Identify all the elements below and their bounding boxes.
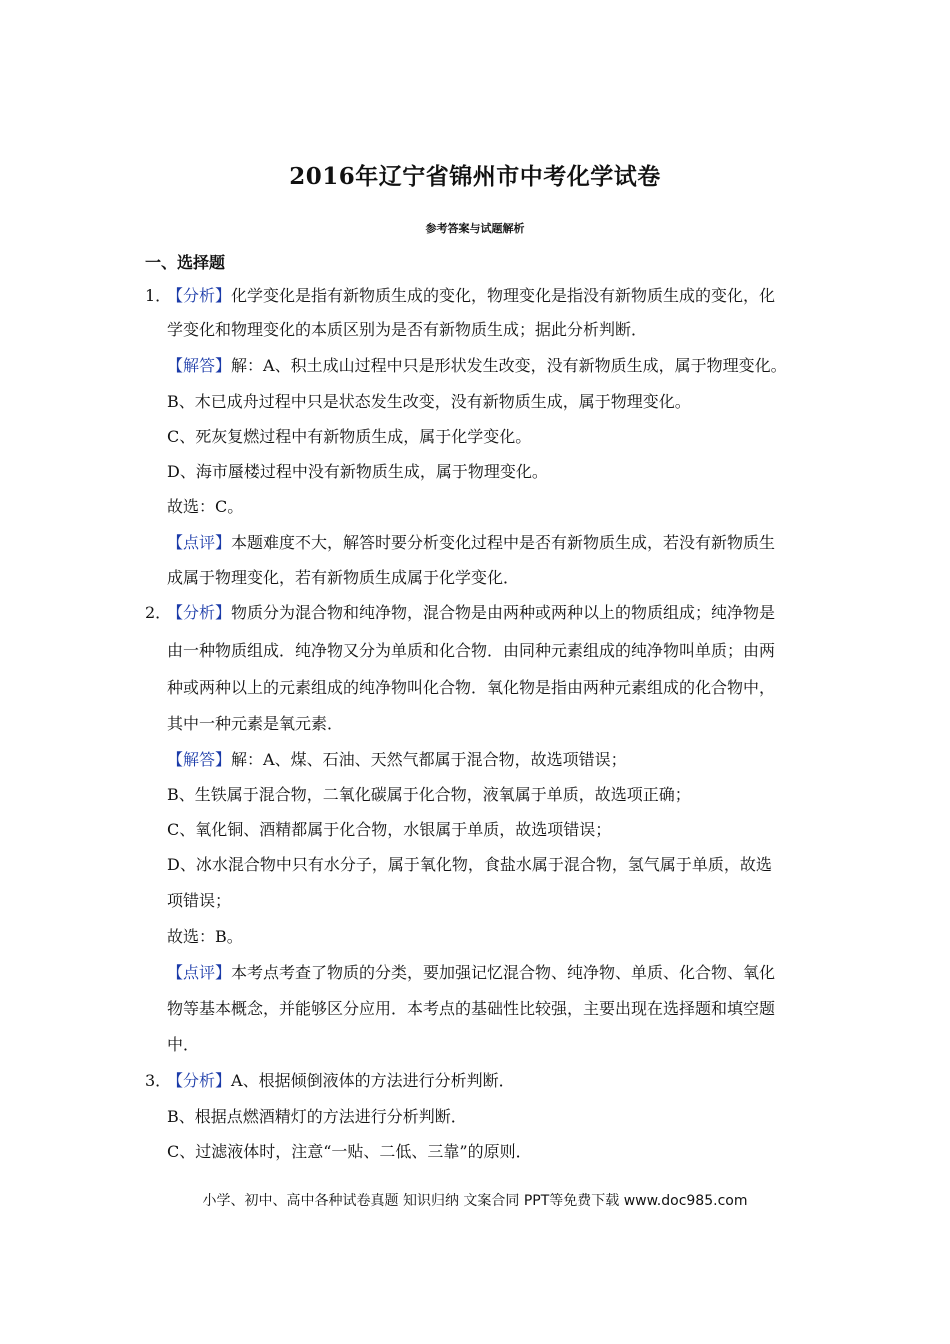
q1-answer-line: 【解答】解：A、积土成山过程中只是形状发生改变，没有新物质生成，属于物理变化。 <box>167 356 787 375</box>
question-2-number: 2． <box>145 603 172 622</box>
q2-analysis-line: 由一种物质组成．纯净物又分为单质和化合物．由同种元素组成的纯净物叫单质；由两 <box>167 641 776 660</box>
page-title: 2016年辽宁省锦州市中考化学试卷 <box>289 163 661 190</box>
q2-answer-line: C、氧化铜、酒精都属于化合物，水银属于单质，故选项错误； <box>167 820 612 839</box>
q2-comment-line: 物等基本概念，并能够区分应用．本考点的基础性比较强，主要出现在选择题和填空题 <box>167 999 776 1018</box>
q2-answer-line: B、生铁属于混合物，二氧化碳属于化合物，液氧属于单质，故选项正确； <box>167 785 691 804</box>
q3-analysis-line: B、根据点燃酒精灯的方法进行分析判断． <box>167 1107 467 1126</box>
q2-analysis-line: 种或两种以上的元素组成的纯净物叫化合物．氧化物是指由两种元素组成的化合物中， <box>167 678 776 697</box>
q1-analysis-line: 【分析】化学变化是指有新物质生成的变化，物理变化是指没有新物质生成的变化，化 <box>167 286 776 305</box>
q2-analysis-line: 其中一种元素是氧元素． <box>167 714 344 733</box>
q1-comment-line: 【点评】本题难度不大，解答时要分析变化过程中是否有新物质生成，若没有新物质生 <box>167 533 776 552</box>
question-3-number: 3． <box>145 1071 172 1090</box>
page-footer: 小学、初中、高中各种试卷真题 知识归纳 文案合同 PPT等免费下载 www.doc985.com <box>202 1193 748 1209</box>
q1-answer-line: D、海市蜃楼过程中没有新物质生成，属于物理变化。 <box>167 462 548 481</box>
page-subtitle: 参考答案与试题解析 <box>425 222 525 235</box>
analysis-tag: 【分析】 <box>167 603 232 622</box>
q3-analysis-line: 【分析】A、根据倾倒液体的方法进行分析判断． <box>167 1071 515 1090</box>
q1-analysis-line: 学变化和物理变化的本质区别为是否有新物质生成；据此分析判断． <box>167 320 648 339</box>
analysis-tag: 【分析】 <box>167 286 232 305</box>
analysis-tag: 【分析】 <box>167 1071 232 1090</box>
q2-analysis-line: 【分析】物质分为混合物和纯净物，混合物是由两种或两种以上的物质组成；纯净物是 <box>167 603 776 622</box>
q2-answer-line: D、冰水混合物中只有水分子，属于氧化物，食盐水属于混合物，氢气属于单质，故选 <box>167 855 772 874</box>
q2-answer-line: 【解答】解：A、煤、石油、天然气都属于混合物，故选项错误； <box>167 750 627 769</box>
q2-comment-line: 【点评】本考点考查了物质的分类，要加强记忆混合物、纯净物、单质、化合物、氧化 <box>167 963 776 982</box>
q1-choice-line: 故选：C。 <box>167 497 244 516</box>
q1-answer-line: C、死灰复燃过程中有新物质生成，属于化学变化。 <box>167 427 532 446</box>
answer-tag: 【解答】 <box>167 750 232 769</box>
section-heading: 一、选择题 <box>145 253 226 272</box>
q1-answer-line: B、木已成舟过程中只是状态发生改变，没有新物质生成，属于物理变化。 <box>167 392 691 411</box>
q2-choice-line: 故选：B。 <box>167 927 243 946</box>
question-1-number: 1． <box>145 286 172 305</box>
q2-comment-line: 中． <box>167 1035 200 1054</box>
q3-analysis-line: C、过滤液体时，注意“一贴、二低、三靠”的原则． <box>167 1142 532 1161</box>
comment-tag: 【点评】 <box>167 963 232 982</box>
comment-tag: 【点评】 <box>167 533 232 552</box>
q1-comment-line: 成属于物理变化，若有新物质生成属于化学变化． <box>167 568 520 587</box>
answer-tag: 【解答】 <box>167 356 232 375</box>
q2-answer-line: 项错误； <box>167 891 232 910</box>
